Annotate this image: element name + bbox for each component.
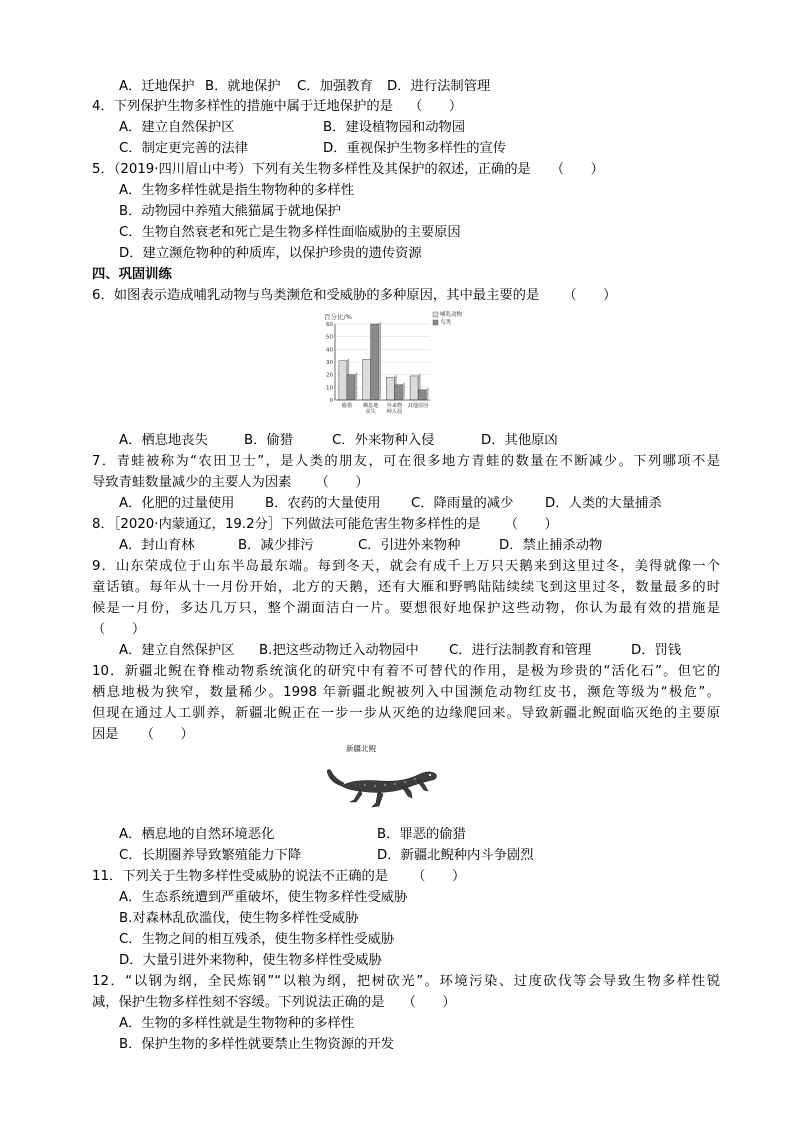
q4-option-a: A．建立自然保护区 [119,120,235,135]
q4-stem: 4．下列保护生物多样性的措施中属于迁地保护的是 [92,99,393,114]
q4-options-row1 [119,119,465,137]
q5-stem: 5．（2019·四川眉山中考）下列有关生物多样性及其保护的叙述，正确的是 [92,162,531,177]
q12-option-a: A．生物的多样性就是生物物种的多样性 [119,1016,355,1031]
q10-option-c: C．长期圈养导致繁殖能力下降 [119,848,302,863]
q10-option-a: A．栖息地的自然环境恶化 [119,827,275,842]
q8-option-c: C．引进外来物种 [358,538,461,553]
q6-option-d: D．其他原凶 [481,433,558,448]
q4-option-b: B．建设植物园和动物园 [323,120,466,135]
q11-option-d: D．大量引进外来物种，使生物多样性受威胁 [119,953,382,968]
q11-option-b: B.对森林乱砍滥伐，使生物多样性受威胁 [119,911,359,926]
q8-paren: （ ） [504,517,558,532]
chart-bar-bird [371,324,379,400]
salamander-image-label: 新疆北鲵 [346,744,376,753]
q9-options [119,642,681,660]
q6-option-b: B．偷猎 [244,433,294,448]
q4-options-row2 [119,140,506,158]
q12-paren: （ ） [402,995,456,1010]
q9-line1: 9．山东荣成位于山东半岛最东端。每到冬天，就会有成千上万只天鹅来到这里过冬，美得就像一个 [92,559,720,574]
chart-y-tick-label: 40 [326,347,333,354]
chart-bar-mammal [339,361,347,400]
chart-bar-bird [347,375,355,400]
q7-option-c: C．降雨量的减少 [411,496,514,511]
q8-options [119,537,602,555]
q6-option-c: C．外来物种入侵 [332,433,435,448]
q11-option-c: C．生物之间的相互残杀，使生物多样性受威胁 [119,932,395,947]
q4-stem-line [92,98,462,116]
chart-bar-side [426,388,428,400]
q4-option-c: C．制定更完善的法律 [119,141,248,156]
q4-paren: （ ） [409,99,463,114]
q6-options [119,432,558,450]
q12-option-b: B．保护生物的多样性就要禁止生物资源的开发 [119,1037,395,1052]
chart-bar-mammal [410,376,418,400]
q8-stem-line [92,516,558,534]
q12-line1: 12．“以钢为纲，全民炼钢”“以粮为纲，把树砍光”。环境污染、过度砍伐等会导致生物多样性锐 [92,974,720,989]
q9-option-b: B.把这些动物迁入动物园中 [259,643,419,658]
q5-stem-line [92,161,604,179]
q5-option-b: B．动物园中养殖大熊猫属于就地保护 [119,204,341,219]
q9-paren: （ ） [92,622,146,637]
chart-y-tick-label: 50 [326,334,333,341]
chart-bar-side [379,322,381,400]
chart-bar-side [402,383,404,400]
q10-option-d: D．新疆北鲵种内斗争剧烈 [377,848,534,863]
q5-option-d: D．建立濒危物种的种质库，以保护珍贵的遗传资源 [119,246,422,261]
salamander-image [320,740,460,816]
q3-option-b: B．就地保护 [205,79,281,94]
q7-paren: （ ） [315,475,369,490]
chart-x-tick-label: 栖息地 [362,403,379,409]
q5-paren: （ ） [550,162,604,177]
q11-paren: （ ） [412,869,466,884]
q12-line2 [92,994,456,1012]
q7-stem: 导致青蛙数量减少的主要人为因素 [92,475,292,490]
q9-line3: 候是一月份，多达几万只，整个湖面洁白一片。要想很好地保护这些动物，你认为最有效的措施是 [92,601,720,616]
chart-legend-label: 哺乳动物 [440,312,463,318]
chart-x-tick-label: 种入侵 [386,409,403,415]
q8-option-b: B．减少排污 [238,538,314,553]
q10-line1: 10．新疆北鲵在脊椎动物系统演化的研究中有着不可替代的作用，是极为珍贵的“活化石”。但它的 [92,664,720,679]
q5-option-c: C．生物自然衰老和死亡是生物多样性面临威胁的主要原因 [119,225,461,240]
q10-options-row1 [119,826,466,844]
chart-y-tick-label: 0 [329,398,333,404]
q3-option-c: C．加强教育 [297,79,373,94]
chart-y-tick-label: 60 [326,322,333,328]
q7-stem-line1: 7．青蛙被称为“农田卫士”，是人类的朋友，可在很多地方青蛙的数量在不断减少。下列哪项不是 [92,454,720,469]
q9-option-a: A．建立自然保护区 [119,643,235,658]
q9-option-d: D．罚钱 [631,643,682,658]
q7-option-a: A．化肥的过量使用 [119,496,235,511]
q9-line2: 童话镇。每年从十一月份开始，北方的天鹅，还有大雁和野鸭陆陆续续飞到这里过冬，数量最多的时 [92,580,720,595]
q10-line3: 但现在通过人工驯养，新疆北鲵正在一步一步从灭绝的边缘爬回来。导致新疆北鲵面临灭绝的主要原 [92,706,720,721]
q6-option-a: A．栖息地丧失 [119,433,208,448]
chart-bar-mammal [386,377,394,400]
q3-option-d: D．进行法制管理 [387,79,491,94]
q8-option-a: A．封山育林 [119,538,195,553]
chart-legend-label: 鸟类 [440,320,452,326]
q7-option-d: D．人类的大量捕杀 [545,496,662,511]
q5-option-a: A．生物多样性就是指生物物种的多样性 [119,183,355,198]
q4-option-d: D．重视保护生物多样性的宣传 [323,141,507,156]
chart-x-tick-label: 偷猎 [341,403,353,409]
chart-bar-bird [394,385,402,400]
threat-bar-chart [322,310,472,420]
q10-paren: （ ） [140,727,194,742]
q9-option-c: C．进行法制教育和管理 [449,643,592,658]
chart-x-tick-label: 其他原因 [407,403,429,409]
chart-y-tick-label: 30 [326,360,333,366]
q10-stem-end: 因是 [92,727,119,742]
q11-option-a: A．生态系统遭到严重破坏，使生物多样性受威胁 [119,890,408,905]
chart-bar-mammal [363,359,371,400]
q10-line2: 栖息地极为狭窄，数量稀少。1998 年新疆北鲵被列入中国濒危动物红皮书，濒危等级为“极危”。 [92,685,720,700]
q11-stem-line [92,868,465,886]
q11-stem: 11．下列关于生物多样性受威胁的说法不正确的是 [92,869,389,884]
q6-stem-line [92,287,616,305]
chart-y-tick-label: 20 [326,372,333,379]
q7-options [119,495,662,513]
q8-stem: 8．［2020·内蒙通辽，19.2分］下列做法可能危害生物多样性的是 [92,517,481,532]
chart-legend-swatch [433,320,438,325]
q12-stem-end: 减，保护生物多样性刻不容缓。下列说法正确的是 [92,995,385,1010]
chart-y-tick-label: 10 [326,385,333,392]
q6-stem: 6．如图表示造成哺乳动物与鸟类濒危和受威胁的多种原因，其中最主要的是 [92,288,540,303]
chart-bar-bird [418,390,426,400]
section-heading: 四、巩固训练 [92,267,172,282]
q6-paren: （ ） [563,288,617,303]
chart-legend-swatch [433,312,438,317]
q7-option-b: B．农药的大量使用 [265,496,381,511]
chart-x-tick-label: 外来物 [386,403,403,409]
q10-line4 [92,726,194,744]
q10-option-b: B．罪恶的偷猎 [377,827,466,842]
chart-bar-side [355,373,357,400]
q7-stem-line2 [92,474,369,492]
chart-y-axis-label: 百分比/% [324,313,352,321]
chart-x-tick-label: 丧失 [365,409,376,415]
q8-option-d: D．禁止捕杀动物 [499,538,603,553]
q10-options-row2 [119,847,534,865]
q3-options [119,78,490,96]
q3-option-a: A．迁地保护 [119,79,195,94]
